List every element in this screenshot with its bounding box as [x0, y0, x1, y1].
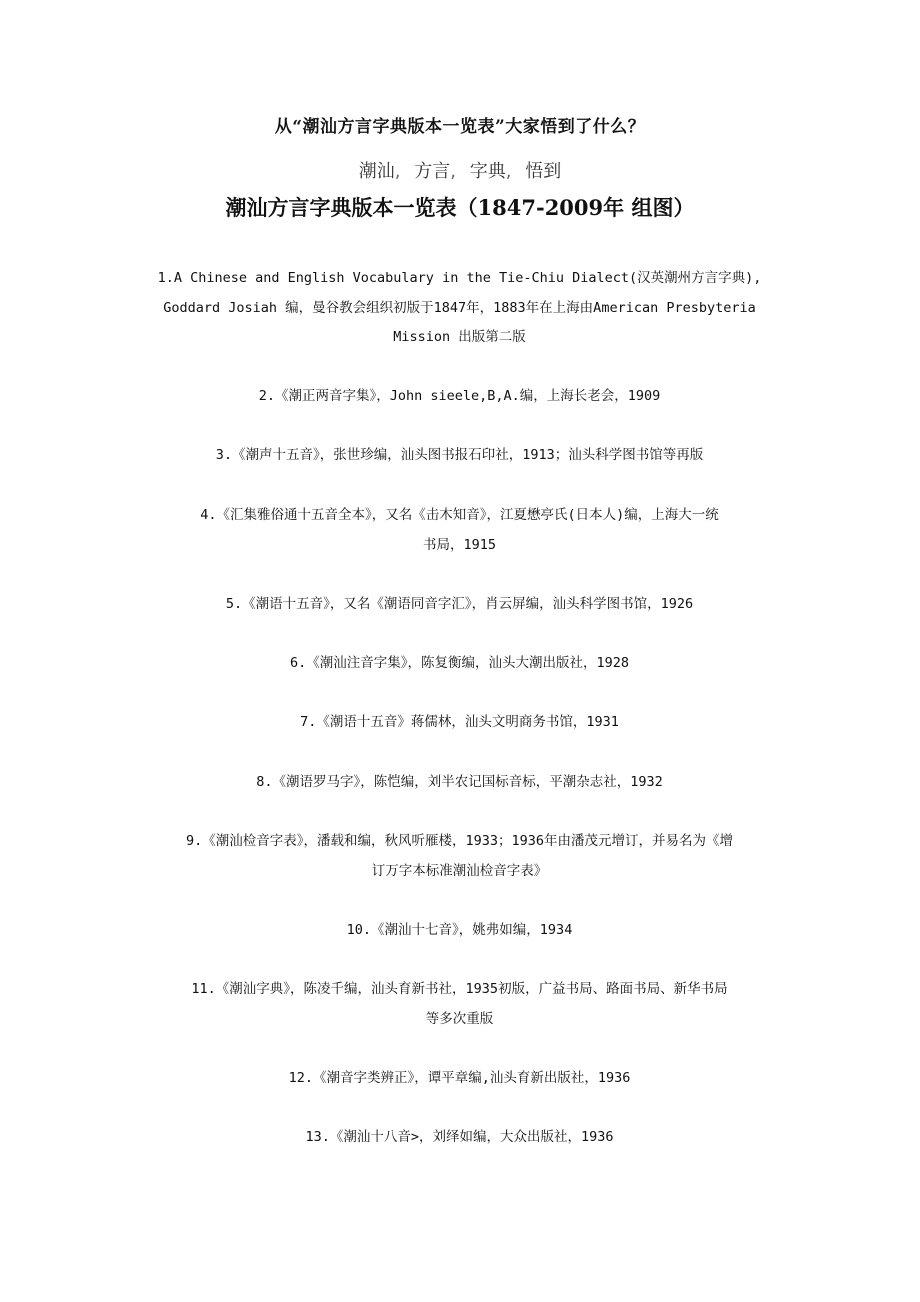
- tag-separator: ,: [505, 161, 512, 182]
- list-item: [138, 501, 781, 560]
- tag[interactable]: 方言: [414, 161, 451, 182]
- entry-line: 订万字本标准潮汕检音字表》: [371, 862, 548, 879]
- list-item: [138, 708, 781, 738]
- tag-separator: ,: [450, 161, 456, 182]
- entry-line: 6.《潮汕注音字集》，陈复衡编，汕头大潮出版社，1928: [289, 655, 629, 671]
- list-item: [138, 916, 781, 946]
- list-item: [138, 649, 781, 679]
- entry-line: Goddard Josiah 编，曼谷教会组织初版于1847年，1883年在上海由American Presbyteria: [163, 299, 756, 316]
- entry-line: 书局，1915: [422, 536, 496, 553]
- list-item: [138, 382, 781, 412]
- list-item: [138, 975, 781, 1034]
- list-item: [138, 1064, 781, 1094]
- entry-line: 5.《潮语十五音》，又名《潮语同音字汇》，肖云屏编，汕头科学图书馆，1926: [225, 596, 694, 612]
- entry-line: 12.《潮音字类辨正》，谭平章编,汕头育新出版社，1936: [288, 1070, 631, 1086]
- tag-separator: ,: [394, 161, 401, 182]
- list-item: [138, 1123, 781, 1153]
- entry-line: 2.《潮正两音字集》，John sieele,B,A.编，上海长老会，1909: [258, 388, 661, 404]
- list-item: [138, 590, 781, 620]
- list-item: [138, 768, 781, 798]
- list-item: [138, 264, 781, 353]
- entry-line: 11.《潮汕字典》，陈凌千编，汕头育新书社，1935初版，广益书局、路面书局、新华书局: [191, 981, 728, 997]
- entry-line: 1.A Chinese and English Vocabulary in the Tie-Chiu Dialect(汉英潮州方言字典),: [157, 270, 762, 286]
- keyword-tags: [0, 157, 920, 183]
- list-item: [138, 827, 781, 886]
- entry-line: 3.《潮声十五音》，张世珍编，汕头图书报石印社，1913；汕头科学图书馆等再版: [215, 447, 704, 463]
- entry-line: 等多次重版: [425, 1010, 494, 1027]
- tag[interactable]: 悟到: [525, 161, 562, 182]
- entry-line: 7.《潮语十五音》蒋儒林，汕头文明商务书馆，1931: [300, 714, 619, 730]
- question-heading: 从“潮汕方言字典版本一览表”大家悟到了什么？: [274, 117, 646, 137]
- entry-line: 10.《潮汕十七音》，姚弗如编，1934: [346, 922, 573, 938]
- tag[interactable]: 字典: [469, 161, 506, 182]
- entry-line: 4.《汇集雅俗通十五音全本》，又名《击木知音》，江夏懋亭氏(日本人)编，上海大一统: [200, 507, 719, 523]
- entry-line: 9.《潮汕检音字表》，潘载和编，秋风听雁楼，1933；1936年由潘茂元增订，并易名为《增: [185, 833, 734, 849]
- entry-line: 13.《潮汕十八音>，刘绎如编，大众出版社，1936: [305, 1129, 614, 1145]
- page-title: 潮汕方言字典版本一览表（1847-2009年 组图）: [225, 195, 695, 220]
- list-item: [138, 441, 781, 471]
- entry-line: 8.《潮语罗马字》，陈恺编，刘半农记国标音标，平潮杂志社，1932: [256, 774, 663, 790]
- tag[interactable]: 潮汕: [358, 161, 395, 182]
- entry-line: Mission 出版第二版: [393, 329, 526, 345]
